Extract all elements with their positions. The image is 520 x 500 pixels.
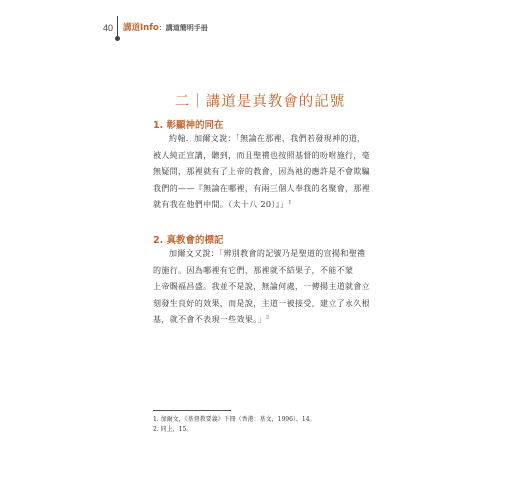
paragraph-line: 的施行。因為哪裡有它們，那裡就不結果子，不能不蒙	[153, 265, 354, 275]
section-paragraph	[153, 131, 393, 214]
paragraph-line: 上帝賜福昌盛。我並不是說，無論何處，一傳揚主道就會立	[153, 282, 371, 291]
paragraph-line: 刻發生良好的效果，而是說，主道一被接受，建立了永久根	[153, 298, 371, 308]
footnote-divider	[153, 410, 231, 411]
running-header	[123, 21, 208, 33]
paragraph-line-last	[153, 312, 393, 329]
paragraph-line-last	[153, 197, 393, 214]
paragraph-line: 我們的——『無論在哪裡，有兩三個人奉我的名聚會，那裡	[153, 183, 371, 193]
section-heading: 2. 真教會的標記	[153, 235, 224, 246]
paragraph-line: 基，就不會不表現一些效果。」	[153, 315, 266, 324]
header-divider	[117, 16, 118, 38]
header-title-sub: ：講道簡明手冊	[158, 24, 208, 32]
chapter-title: 二｜講道是真教會的記號	[174, 93, 346, 110]
paragraph-line: 加爾文又說：「辨別教會的記號乃是聖道的宣揚和聖禮	[169, 249, 366, 258]
paragraph-line: 約翰．加爾文說：「無論在那裡，我們若發現神的道，	[169, 134, 366, 143]
footnote-ref[interactable]: 1	[288, 199, 292, 206]
footnote: 2. 同上，15。	[153, 426, 193, 433]
footnote-ref[interactable]: 2	[265, 314, 270, 321]
header-title-main: 講道Info	[123, 23, 159, 33]
paragraph-line: 就有我在他們中間。（太十八 20）』」	[153, 200, 289, 209]
section-paragraph	[153, 246, 393, 329]
header-divider-dot	[115, 36, 120, 41]
footnotes	[153, 415, 316, 435]
footnote: 1. 加爾文，《基督教要義》下冊（香港：基文，1996），14。	[153, 416, 316, 423]
section-heading: 1. 彰顯神的同在	[153, 120, 224, 131]
page-number: 40	[103, 23, 114, 33]
paragraph-line: 無疑問，那裡就有了上帝的教會，因為祂的應許是不會欺騙	[153, 167, 371, 176]
paragraph-line: 被人純正宣講，聽到，而且聖禮也按照基督的吩咐施行，毫	[153, 150, 371, 160]
